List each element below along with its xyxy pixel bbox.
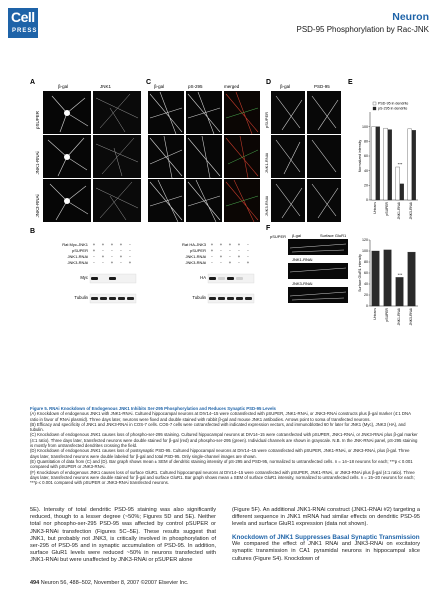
citation: Neuron 56, 488–502, November 8, 2007 ©2007 Elsevier Inc.	[40, 580, 189, 586]
blot-band	[209, 277, 216, 280]
blot-band	[109, 297, 116, 300]
figure-svg	[30, 78, 422, 340]
panel-a-col-1: JNK1	[100, 84, 112, 89]
blot-sign: +	[246, 260, 250, 265]
blot-condition-label: pSUPER	[71, 248, 88, 253]
blot-condition-label: JNK3-RNAi	[185, 260, 206, 265]
bar	[412, 130, 416, 200]
panel-e-letter: E	[348, 79, 353, 86]
blot-sign: -	[129, 254, 131, 259]
panel-d-row-1: JNK1-RNAi	[264, 152, 269, 174]
bar	[408, 252, 416, 306]
blot-sign: +	[228, 260, 232, 265]
legend-label: PSD-95 in dendrite	[378, 101, 409, 106]
blot-band	[100, 297, 107, 300]
caption-para-a: (A) Knockdown of endogenous JNK1 with JNK1-RNAi. Cultured hippocampal neurons at DIV14–15 were cotransfected with pSUPER, JNK1-RNAi, or JNK3-RNAi constructs plus β-gal marker (4:1 DNA ratio in favor of RNAi plasmid). Three days later, neurons were fixed and double stained with rabbit β-gal and mouse JNK1 antibodies. Arrows point to soma of transfected neurons.	[30, 411, 411, 422]
blot-condition-label: Rat HA-JNK3	[181, 242, 206, 247]
blot-sign: -	[211, 254, 213, 259]
x-tick-label: JNK1-RNAi	[397, 308, 401, 326]
blot-sign: +	[119, 242, 123, 247]
panel-f-letter: F	[266, 225, 271, 232]
bar	[388, 130, 392, 200]
blot-sign: +	[219, 242, 223, 247]
panel-a-col-3: pS-295	[188, 84, 203, 89]
blot-band	[218, 297, 225, 300]
blot-band	[109, 277, 116, 280]
y-tick-label: 80	[364, 260, 368, 265]
y-tick-label: 20	[364, 293, 368, 298]
panel-a-row-0: pSUPER	[35, 110, 40, 130]
blot-label: Myc	[80, 275, 88, 280]
blot-band	[118, 297, 125, 300]
blot-sign: -	[111, 248, 113, 253]
panel-f-chart	[358, 238, 418, 325]
bar	[396, 277, 404, 306]
blot-sign: -	[129, 242, 131, 247]
blot-label: Tubulin	[192, 295, 206, 300]
panel-d-col-0: β-gal	[280, 84, 291, 89]
y-tick-label: 20	[364, 183, 368, 188]
blot-sign: -	[93, 254, 95, 259]
blot-sign: -	[247, 242, 249, 247]
blot-band	[209, 297, 216, 300]
blot-sign: -	[238, 248, 240, 253]
panel-a-col-2: β-gal	[154, 84, 165, 89]
blot-label: HA	[200, 275, 206, 280]
blot-sign: +	[101, 242, 105, 247]
blot-condition-label: Rat Myc-JNK1	[62, 242, 88, 247]
significance-stars: ***	[397, 161, 403, 167]
body-col2-text2: We compared the effect of JNK1 RNAi and JNK3-RNAi on excitatory synaptic transmission in CA1 pyramidal neurons in hippocampal slice cultures (Figure S4). Knockdown of	[232, 541, 420, 562]
panel-d-letter: D	[266, 79, 272, 86]
x-tick-label: JNK3-RNAi	[409, 202, 413, 220]
blot-sign: +	[119, 254, 123, 259]
section-heading: Knockdown of JNK1 Suppresses Basal Synaptic Transmission	[232, 533, 420, 541]
blot-sign: -	[120, 260, 122, 265]
blot-sign: +	[92, 242, 96, 247]
x-tick-label: Untrans	[373, 308, 377, 320]
bar	[384, 250, 392, 306]
panel-e-chart	[358, 102, 418, 220]
panel-d-col-1: PSD-95	[314, 84, 330, 89]
page-number: 494	[30, 580, 40, 586]
legend-label: pS-295 in dendrite	[378, 106, 408, 111]
panel-f-row-2: JNK3-RNAi	[292, 281, 313, 286]
y-tick-label: 0	[366, 304, 368, 309]
panel-a-col-4: merged	[224, 84, 240, 89]
blot-sign: +	[237, 254, 241, 259]
blot-condition-label: pSUPER	[189, 248, 206, 253]
y-tick-label: 60	[364, 154, 368, 159]
blot-sign: -	[238, 260, 240, 265]
panel-d-row-2: JNK3-RNAi	[264, 195, 269, 217]
page-footer	[30, 580, 188, 586]
body-col1-text: 5E). Intensity of total dendritic PSD-95 staining was also significantly reduced, though to a lesser degree (~50%; Figures 5D and 5E). Neither total nor phospho-ser-295 PSD-95 was affected by control pSUPER or JNK3-RNAi transfection (Figures 5C–5E). These results suggest that JNK1, but probably not JNK3, is critically involved in phosphorylation of ser-295 of PSD-95 and in synaptic accumulation of PSD-95. In addition, surface GluR1 levels were reduced ~50% in neurons transfected with JNK1-RNAi but were unaffected by JNK3-RNAi or pSUPER alone	[30, 507, 216, 564]
blot-sign: -	[220, 248, 222, 253]
blot-sign: +	[228, 242, 232, 247]
panel-b-letter: B	[30, 228, 36, 235]
caption-para-b: (B) Efficacy and specificity of JNK1 and JNK3-RNAi in COS-7 cells. COS-7 cells were cotransfected with indicated expression vectors, and immunoblotted 60 hr later for JNK1 (Myc), JNK3 (HA), and tubulin.	[30, 421, 406, 433]
blot-sign: -	[220, 260, 222, 265]
x-tick-label: Untrans	[373, 202, 377, 214]
cell-press-logo	[8, 8, 38, 38]
panel-a-col-0: β-gal	[58, 84, 69, 89]
blot-sign: -	[102, 260, 104, 265]
figure-5	[30, 78, 422, 340]
caption-para-c: (C) Knockdown of endogenous JNK1 causes loss of phospho-ser-295 staining. Cultured hippocampal neurons at DIV14–15 were cotransfected with pSUPER, JNK1-RNAi, or JNK3-RNAi plus β-gal marker (4:1 ratio). Three days later, transfected neurons were double stained for β-gal (red) and phospho-ser-295 (green). Individual channels are shown in grayscale. N.B. In the JNK-RNAi panel, pS-295 staining is mostly from untransfected dendrites crossing the field.	[30, 432, 418, 449]
x-tick-label: JNK3-RNAi	[409, 308, 413, 326]
y-tick-label: 60	[364, 271, 368, 276]
blot-sign: -	[129, 248, 131, 253]
body-column-right	[232, 507, 420, 563]
caption-para-e: (E) Quantitation of data from (C) and (D). Bar graph shows mean ± SEM of dendritic staining intensity of pS-295 and PSD-95, normalized to untransfected cells. n = 14–18 neurons for each; ***p ≤ 0.001 compared with pSUPER or JNK3-RNAi.	[30, 458, 413, 470]
panel-d-row-0: pSUPER	[264, 111, 269, 129]
blot-sign: +	[128, 260, 132, 265]
y-tick-label: 120	[362, 238, 368, 243]
y-tick-label: 40	[364, 168, 368, 173]
caption-para-d: (D) Knockdown of endogenous JNK1 causes loss of postsynaptic PSD-95. Cultured hippocampal neurons at DIV14–15 were cotransfected with pSUPER, JNK1-RNAi, or JNK3-RNAi, plus β-gal. Three days later, transfected neurons were double labeled for β-gal and total PSD-95. Only single-channel images are shown.	[30, 448, 410, 459]
y-axis-label: Surface GluR1 intensity	[358, 254, 362, 292]
blot-band	[91, 277, 98, 280]
panel-d-micrographs	[271, 91, 341, 222]
y-tick-label: 0	[366, 198, 368, 203]
bar	[384, 128, 388, 200]
caption-para-f: (F) Knockdown of endogenous JNK1 causes loss of surface GluR1. Cultured hippocampal neurons at DIV14–15 were cotransfected with pSUPER, JNK1-RNAi, or JNK3-RNAi plus β-gal (4:1 ratio). Three days later, transfected neurons were double stained for β-gal and surface GluR1. Bar graph shows mean ± SEM of surface GluR1 intensity, normalized to untransfected cells. n = 15–20 neurons for each; ***p ≤ 0.001 compared with pSUPER or JNK3-RNAi transfected neurons.	[30, 469, 415, 486]
bar	[408, 129, 412, 200]
blot-sign: -	[247, 248, 249, 253]
blot-condition-label: JNK3-RNAi	[67, 260, 88, 265]
blot-sign: -	[120, 248, 122, 253]
blot-sign: +	[237, 242, 241, 247]
blot-sign: +	[101, 254, 105, 259]
blot-band	[227, 277, 234, 280]
bar	[400, 184, 404, 200]
x-tick-label: pSUPER	[385, 202, 389, 216]
blot-sign: -	[102, 248, 104, 253]
bar	[372, 251, 380, 306]
blot-sign: +	[210, 242, 214, 247]
micrograph-a-4	[93, 135, 141, 178]
panel-c-micrographs	[148, 91, 260, 222]
panel-f-row-1: JNK1-RNAi	[292, 257, 313, 262]
panel-f-row-0: pSUPER	[270, 234, 287, 239]
running-title: PSD-95 Phosphorylation by Rac-JNK	[296, 25, 429, 34]
blot-sign: -	[229, 254, 231, 259]
logo-line1: Cell	[11, 9, 35, 25]
panel-b	[62, 242, 254, 303]
legend-swatch	[373, 102, 376, 105]
x-tick-label: pSUPER	[385, 308, 389, 322]
panel-c-letter: C	[146, 79, 152, 86]
blot-sign: -	[247, 254, 249, 259]
blot-sign: +	[110, 260, 114, 265]
journal-name: Neuron	[392, 11, 429, 23]
blot-band	[218, 277, 225, 280]
logo-line2: PRESS	[12, 28, 38, 34]
panel-f-col-1: Surface GluR1	[320, 233, 347, 238]
blot-sign: -	[229, 248, 231, 253]
panel-a-row-1: JNK1-RNAi	[35, 151, 40, 175]
figure-caption	[30, 406, 418, 485]
blot-sign: +	[110, 242, 114, 247]
y-tick-label: 40	[364, 282, 368, 287]
significance-stars: ***	[397, 271, 403, 277]
body-col2-text: (Figure 5F). An additional JNK1-RNAi construct (JNK1-RNAi #2) targeting a different sequence in JNK1 mRNA had similar effects on dendritic PSD-95 levels and surface GluR1 expression (data not shown).	[232, 507, 420, 528]
bar	[372, 127, 376, 200]
y-tick-label: 80	[364, 139, 368, 144]
micrograph-a-6	[93, 179, 141, 222]
blot-sign: +	[92, 248, 96, 253]
bar	[376, 127, 380, 200]
blot-sign: -	[111, 254, 113, 259]
blot-band	[127, 297, 134, 300]
x-tick-label: JNK1-RNAi	[397, 202, 401, 220]
caption-title: Figure 5. RNAi Knockdown of Endogenous JNK1 Inhibits Ser-295 Phosphorylation and Reduces Synaptic PSD-95 Levels	[30, 406, 276, 411]
bar	[396, 167, 400, 200]
blot-band	[245, 297, 252, 300]
blot-condition-label: JNK1-RNAi	[67, 254, 88, 259]
blot-sign: -	[93, 260, 95, 265]
y-axis-label: Normalized intensity	[358, 139, 362, 173]
blot-label: Tubulin	[74, 295, 88, 300]
blot-band	[236, 277, 243, 280]
body-column-left	[30, 507, 216, 565]
blot-condition-label: JNK1-RNAi	[185, 254, 206, 259]
panel-f-micrographs	[270, 233, 348, 303]
panel-a-micrographs	[43, 91, 141, 222]
panel-a-letter: A	[30, 79, 36, 86]
blot-sign: -	[211, 260, 213, 265]
panel-a-row-2: JNK3-RNAi	[35, 194, 40, 218]
blot-band	[227, 297, 234, 300]
y-tick-label: 100	[362, 249, 368, 254]
blot-band	[236, 297, 243, 300]
blot-band	[91, 297, 98, 300]
legend-swatch	[373, 107, 376, 110]
blot-sign: +	[210, 248, 214, 253]
blot-sign: +	[219, 254, 223, 259]
y-tick-label: 100	[362, 124, 368, 129]
panel-f-col-0: β-gal	[292, 233, 301, 238]
